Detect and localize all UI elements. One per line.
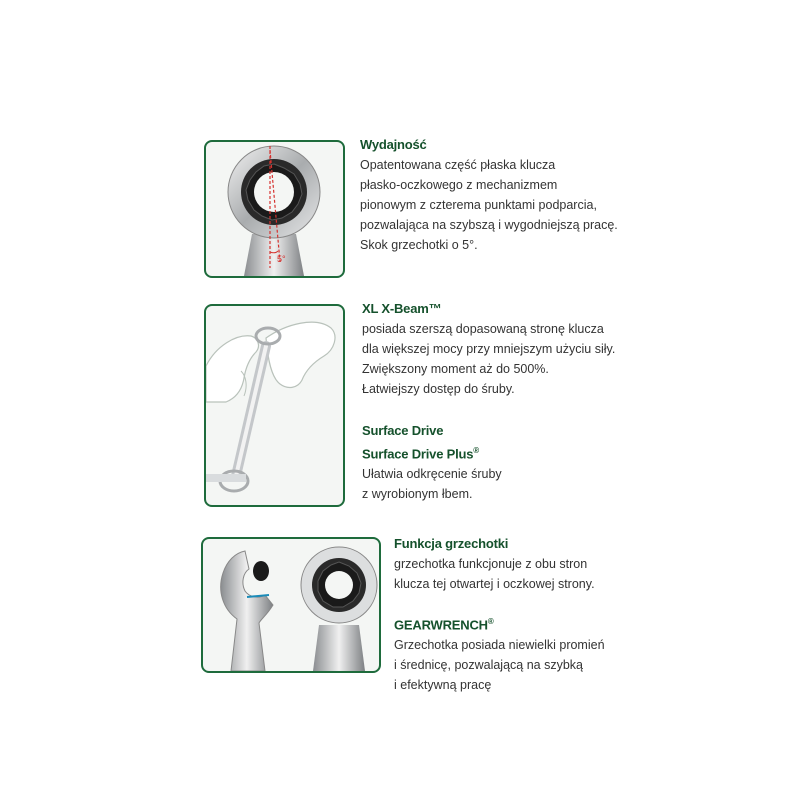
feature-wydajnosc (360, 135, 618, 255)
feature-text-line: i efektywną pracę (394, 678, 492, 693)
ratchet-box-end-image (204, 140, 345, 278)
open-and-box-ratchet-illustration (203, 539, 379, 671)
feature-text-line: z wyrobionym łbem. (362, 487, 473, 502)
feature-title: Surface Drive (362, 423, 444, 438)
feature-title: XL X-Beam™ (362, 301, 442, 316)
feature-title: Funkcja grzechotki (394, 536, 509, 551)
open-and-box-ratchet-image (201, 537, 381, 673)
feature-xl-x-beam (362, 299, 615, 399)
feature-text-line: pozwalająca na szybszą i wygodniejszą pracę. (360, 218, 618, 232)
feature-funkcja-grzechotki (394, 534, 595, 594)
feature-text-line: grzechotka funkcjonuje z obu stron (394, 557, 588, 571)
feature-text-line: Ułatwia odkręcenie śruby (362, 467, 502, 482)
feature-text-line: Zwiększony moment aż do 500%. (362, 362, 549, 376)
registered-mark: ® (473, 446, 479, 455)
hand-wrench-image (204, 304, 345, 507)
feature-text-line: płasko-oczkowego z mechanizmem (360, 178, 558, 192)
ratchet-box-end-illustration (206, 142, 343, 276)
feature-subtitle-text: Surface Drive Plus (362, 446, 474, 462)
feature-subtitle (362, 441, 502, 464)
feature-text-line: Skok grzechotki o 5°. (360, 238, 478, 252)
feature-text-line: dla większej mocy przy mniejszym użyciu siły. (362, 342, 616, 356)
feature-surface-drive (362, 421, 502, 504)
hand-wrench-illustration (206, 306, 343, 505)
feature-text-line: pionowym z czterema punktami podparcia, (360, 198, 597, 212)
feature-text-line: i średnicę, pozwalającą na szybką (394, 658, 583, 673)
feature-title-text: GEARWRENCH (394, 617, 488, 633)
feature-text-line: posiada szerszą dopasowaną stronę klucza (362, 322, 604, 336)
feature-title: Wydajność (360, 137, 427, 152)
angle-label: 5° (277, 254, 286, 264)
registered-mark: ® (487, 617, 494, 626)
feature-gearwrench (394, 612, 605, 695)
feature-title (394, 612, 605, 635)
feature-text-line: Opatentowana część płaska klucza (360, 158, 556, 172)
feature-text-line: Łatwiejszy dostęp do śruby. (362, 382, 515, 396)
feature-text-line: klucza tej otwartej i oczkowej strony. (394, 577, 595, 591)
feature-text-line: Grzechotka posiada niewielki promień (394, 638, 605, 653)
